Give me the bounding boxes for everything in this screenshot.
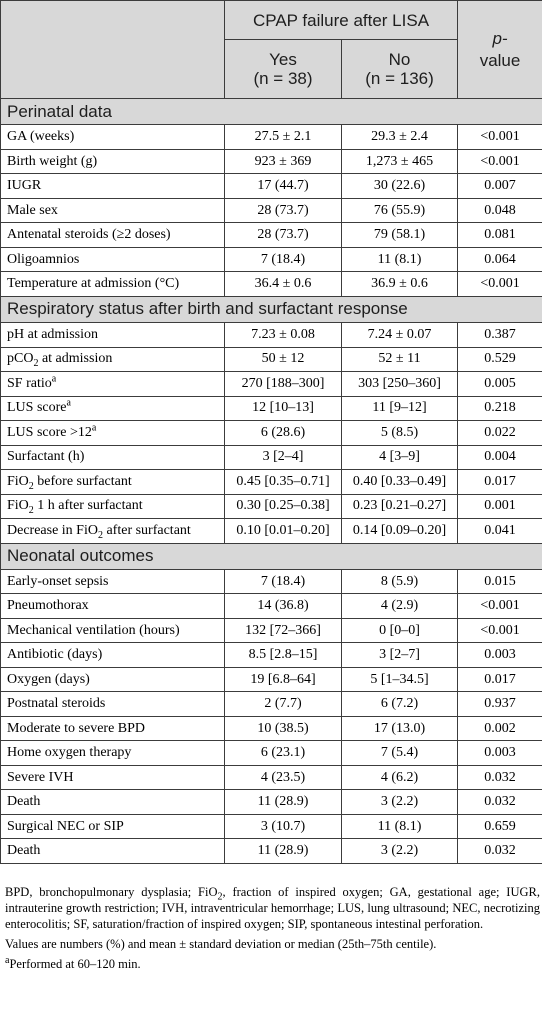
no-value: 52 ± 11 bbox=[342, 347, 458, 372]
superscript-a-note bbox=[5, 956, 540, 972]
row-label bbox=[1, 765, 225, 790]
row-label-text: pCO bbox=[7, 351, 34, 367]
table-row bbox=[1, 594, 542, 619]
row-label-subscript: 2 bbox=[28, 505, 34, 517]
abbrev-text-end: , fraction of inspired oxygen; GA, gestational age; IUGR, intrauterine growth restriction; IVH, intraventricular hemorrhage; LUS, lung ultrasound; NEC, necrotizing enterocolitis; SF, saturation/fraction of inspired oxygen; SIP, spontaneous intestinal perforation. bbox=[5, 885, 540, 931]
p-value: 0.022 bbox=[458, 421, 542, 446]
p-value: <0.001 bbox=[458, 594, 542, 619]
row-label-text: pH at admission bbox=[7, 326, 98, 342]
table-row bbox=[1, 421, 542, 446]
pvalue-header-value: value bbox=[479, 50, 521, 70]
row-label-rest: after surfactant bbox=[102, 522, 191, 538]
p-value: 0.048 bbox=[458, 198, 542, 223]
p-value: 0.005 bbox=[458, 372, 542, 397]
no-value: 303 [250–360] bbox=[342, 372, 458, 397]
row-label-text: Mechanical ventilation (hours) bbox=[7, 622, 180, 638]
yes-value: 28 (73.7) bbox=[225, 223, 342, 248]
yes-value: 3 [2–4] bbox=[225, 445, 342, 470]
row-label bbox=[1, 692, 225, 717]
yes-value: 6 (28.6) bbox=[225, 421, 342, 446]
section-header-row bbox=[1, 296, 542, 322]
no-value: 0.23 [0.21–0.27] bbox=[342, 494, 458, 519]
p-value: 0.218 bbox=[458, 396, 542, 421]
row-label-superscript: a bbox=[51, 373, 57, 385]
yes-value: 8.5 [2.8–15] bbox=[225, 643, 342, 668]
row-label-superscript: a bbox=[66, 397, 71, 409]
table-header bbox=[1, 1, 542, 99]
p-value: 0.081 bbox=[458, 223, 542, 248]
row-label bbox=[1, 790, 225, 815]
table-row bbox=[1, 790, 542, 815]
no-value: 29.3 ± 2.4 bbox=[342, 125, 458, 150]
table-row bbox=[1, 692, 542, 717]
row-label bbox=[1, 618, 225, 643]
row-label-subscript: 2 bbox=[28, 480, 34, 492]
row-label bbox=[1, 174, 225, 199]
row-label-text: Severe IVH bbox=[7, 769, 74, 785]
row-label-text: LUS score >12 bbox=[7, 424, 92, 440]
row-label bbox=[1, 494, 225, 519]
table-row bbox=[1, 519, 542, 544]
yes-value: 923 ± 369 bbox=[225, 149, 342, 174]
section-title: Neonatal outcomes bbox=[1, 543, 542, 569]
table-row bbox=[1, 272, 542, 297]
row-label bbox=[1, 814, 225, 839]
table-row bbox=[1, 470, 542, 495]
row-label bbox=[1, 396, 225, 421]
no-value: 8 (5.9) bbox=[342, 569, 458, 594]
p-value: 0.001 bbox=[458, 494, 542, 519]
yes-value: 10 (38.5) bbox=[225, 716, 342, 741]
p-value: 0.003 bbox=[458, 741, 542, 766]
a-mark: a bbox=[5, 954, 10, 966]
table-row bbox=[1, 494, 542, 519]
table-row bbox=[1, 716, 542, 741]
abbrev-subscript: 2 bbox=[217, 891, 223, 903]
p-value: 0.002 bbox=[458, 716, 542, 741]
row-label-text: Moderate to severe BPD bbox=[7, 720, 146, 736]
p-value: 0.015 bbox=[458, 569, 542, 594]
row-label-text: IUGR bbox=[7, 178, 42, 194]
row-label-text: Surgical NEC or SIP bbox=[7, 818, 124, 834]
no-value: 4 (2.9) bbox=[342, 594, 458, 619]
table-row bbox=[1, 247, 542, 272]
p-value: 0.659 bbox=[458, 814, 542, 839]
no-value: 17 (13.0) bbox=[342, 716, 458, 741]
yes-value: 6 (23.1) bbox=[225, 741, 342, 766]
no-value: 76 (55.9) bbox=[342, 198, 458, 223]
yes-value: 12 [10–13] bbox=[225, 396, 342, 421]
p-value: 0.032 bbox=[458, 790, 542, 815]
no-value: 0.14 [0.09–0.20] bbox=[342, 519, 458, 544]
row-label-text: Postnatal steroids bbox=[7, 696, 106, 712]
yes-column-header bbox=[225, 40, 342, 99]
yes-value: 28 (73.7) bbox=[225, 198, 342, 223]
table-row bbox=[1, 814, 542, 839]
table-row bbox=[1, 618, 542, 643]
row-label-rest: 1 h after surfactant bbox=[33, 498, 143, 514]
no-value: 3 (2.2) bbox=[342, 839, 458, 864]
row-label bbox=[1, 125, 225, 150]
row-label-text: SF ratio bbox=[7, 375, 52, 391]
values-note: Values are numbers (%) and mean ± standard deviation or median (25th–75th centile). bbox=[5, 937, 437, 951]
row-label bbox=[1, 347, 225, 372]
table-body bbox=[1, 99, 542, 864]
no-value: 6 (7.2) bbox=[342, 692, 458, 717]
row-label-text: Death bbox=[7, 843, 41, 859]
yes-value: 0.45 [0.35–0.71] bbox=[225, 470, 342, 495]
no-column-header bbox=[342, 40, 458, 99]
row-label bbox=[1, 372, 225, 397]
no-value: 7 (5.4) bbox=[342, 741, 458, 766]
no-value: 5 [1–34.5] bbox=[342, 667, 458, 692]
yes-value: 270 [188–300] bbox=[225, 372, 342, 397]
yes-value: 2 (7.7) bbox=[225, 692, 342, 717]
row-label-subscript: 2 bbox=[97, 529, 103, 541]
no-value: 3 [2–7] bbox=[342, 643, 458, 668]
no-value: 11 [9–12] bbox=[342, 396, 458, 421]
pvalue-header-p: p- bbox=[492, 28, 508, 48]
row-label-text: FiO bbox=[7, 473, 29, 489]
section-title: Respiratory status after birth and surfactant response bbox=[1, 296, 542, 322]
yes-value: 3 (10.7) bbox=[225, 814, 342, 839]
table-row bbox=[1, 839, 542, 864]
no-value: 0.40 [0.33–0.49] bbox=[342, 470, 458, 495]
p-value: 0.004 bbox=[458, 445, 542, 470]
row-label-subscript: 2 bbox=[33, 358, 39, 370]
p-value: 0.003 bbox=[458, 643, 542, 668]
p-value: 0.007 bbox=[458, 174, 542, 199]
p-value: 0.064 bbox=[458, 247, 542, 272]
no-value: 30 (22.6) bbox=[342, 174, 458, 199]
row-label bbox=[1, 323, 225, 348]
no-value: 7.24 ± 0.07 bbox=[342, 323, 458, 348]
yes-n: (n = 38) bbox=[253, 69, 313, 88]
table-row bbox=[1, 198, 542, 223]
row-label-text: Temperature at admission (°C) bbox=[7, 276, 180, 292]
pvalue-header bbox=[458, 1, 542, 99]
row-label bbox=[1, 198, 225, 223]
row-label-text: Surfactant (h) bbox=[7, 449, 85, 465]
row-label bbox=[1, 223, 225, 248]
row-label-text: Male sex bbox=[7, 202, 58, 218]
row-label-superscript: a bbox=[91, 422, 97, 434]
row-label bbox=[1, 741, 225, 766]
row-label bbox=[1, 716, 225, 741]
no-value: 11 (8.1) bbox=[342, 814, 458, 839]
p-value: 0.937 bbox=[458, 692, 542, 717]
no-value: 36.9 ± 0.6 bbox=[342, 272, 458, 297]
row-label-text: Death bbox=[7, 794, 41, 810]
row-label-rest: at admission bbox=[38, 351, 113, 367]
p-value: <0.001 bbox=[458, 149, 542, 174]
row-label-text: Antenatal steroids (≥2 doses) bbox=[7, 227, 171, 243]
no-label: No bbox=[388, 50, 411, 69]
yes-value: 4 (23.5) bbox=[225, 765, 342, 790]
row-label-text: FiO bbox=[7, 498, 29, 514]
section-header-row bbox=[1, 99, 542, 125]
row-label bbox=[1, 519, 225, 544]
yes-value: 27.5 ± 2.1 bbox=[225, 125, 342, 150]
row-label bbox=[1, 247, 225, 272]
yes-value: 50 ± 12 bbox=[225, 347, 342, 372]
yes-value: 14 (36.8) bbox=[225, 594, 342, 619]
row-label bbox=[1, 272, 225, 297]
yes-value: 7 (18.4) bbox=[225, 247, 342, 272]
row-label-rest: before surfactant bbox=[33, 473, 132, 489]
header-blank-cell bbox=[1, 1, 225, 99]
no-value: 79 (58.1) bbox=[342, 223, 458, 248]
row-label-text: Decrease in FiO bbox=[7, 522, 98, 538]
row-label-text: Oxygen (days) bbox=[7, 671, 90, 687]
yes-value: 7.23 ± 0.08 bbox=[225, 323, 342, 348]
abbreviations-note bbox=[5, 884, 540, 932]
p-value: 0.387 bbox=[458, 323, 542, 348]
cpap-failure-header: CPAP failure after LISA bbox=[225, 1, 458, 40]
yes-value: 132 [72–366] bbox=[225, 618, 342, 643]
table-row bbox=[1, 667, 542, 692]
table-row bbox=[1, 347, 542, 372]
row-label-text: Early-onset sepsis bbox=[7, 573, 109, 589]
table-footnotes bbox=[5, 884, 540, 976]
yes-value: 0.10 [0.01–0.20] bbox=[225, 519, 342, 544]
p-value: 0.017 bbox=[458, 470, 542, 495]
table-row bbox=[1, 323, 542, 348]
yes-value: 17 (44.7) bbox=[225, 174, 342, 199]
no-value: 4 [3–9] bbox=[342, 445, 458, 470]
row-label-text: GA (weeks) bbox=[7, 129, 75, 145]
yes-value: 36.4 ± 0.6 bbox=[225, 272, 342, 297]
no-value: 0 [0–0] bbox=[342, 618, 458, 643]
section-header-row bbox=[1, 543, 542, 569]
table-row bbox=[1, 643, 542, 668]
p-value: <0.001 bbox=[458, 125, 542, 150]
row-label bbox=[1, 569, 225, 594]
yes-value: 11 (28.9) bbox=[225, 839, 342, 864]
p-value: <0.001 bbox=[458, 272, 542, 297]
p-value: 0.017 bbox=[458, 667, 542, 692]
table-row bbox=[1, 445, 542, 470]
row-label-text: Oligoamnios bbox=[7, 251, 80, 267]
row-label bbox=[1, 149, 225, 174]
row-label bbox=[1, 839, 225, 864]
p-value: <0.001 bbox=[458, 618, 542, 643]
p-value: 0.032 bbox=[458, 765, 542, 790]
row-label bbox=[1, 594, 225, 619]
row-label bbox=[1, 421, 225, 446]
table-row bbox=[1, 741, 542, 766]
yes-value: 0.30 [0.25–0.38] bbox=[225, 494, 342, 519]
table-row bbox=[1, 149, 542, 174]
yes-value: 7 (18.4) bbox=[225, 569, 342, 594]
no-value: 5 (8.5) bbox=[342, 421, 458, 446]
p-value: 0.032 bbox=[458, 839, 542, 864]
table-row bbox=[1, 765, 542, 790]
row-label-text: Antibiotic (days) bbox=[7, 647, 103, 663]
row-label-text: LUS score bbox=[7, 400, 67, 416]
row-label bbox=[1, 667, 225, 692]
row-label bbox=[1, 445, 225, 470]
no-value: 4 (6.2) bbox=[342, 765, 458, 790]
row-label-text: Pneumothorax bbox=[7, 598, 89, 614]
no-value: 3 (2.2) bbox=[342, 790, 458, 815]
row-label-text: Home oxygen therapy bbox=[7, 745, 132, 761]
no-value: 11 (8.1) bbox=[342, 247, 458, 272]
table-row bbox=[1, 569, 542, 594]
table-row bbox=[1, 223, 542, 248]
yes-label: Yes bbox=[269, 50, 297, 69]
section-title: Perinatal data bbox=[1, 99, 542, 125]
p-value: 0.041 bbox=[458, 519, 542, 544]
a-note-text: Performed at 60–120 min. bbox=[9, 957, 141, 971]
table-row bbox=[1, 372, 542, 397]
no-n: (n = 136) bbox=[365, 69, 434, 88]
row-label-text: Birth weight (g) bbox=[7, 153, 98, 169]
p-value: 0.529 bbox=[458, 347, 542, 372]
yes-value: 19 [6.8–64] bbox=[225, 667, 342, 692]
table-row bbox=[1, 396, 542, 421]
abbrev-text-start: BPD, bronchopulmonary dysplasia; FiO bbox=[5, 885, 218, 899]
row-label bbox=[1, 643, 225, 668]
table-row bbox=[1, 174, 542, 199]
yes-value: 11 (28.9) bbox=[225, 790, 342, 815]
table-row bbox=[1, 125, 542, 150]
row-label bbox=[1, 470, 225, 495]
no-value: 1,273 ± 465 bbox=[342, 149, 458, 174]
